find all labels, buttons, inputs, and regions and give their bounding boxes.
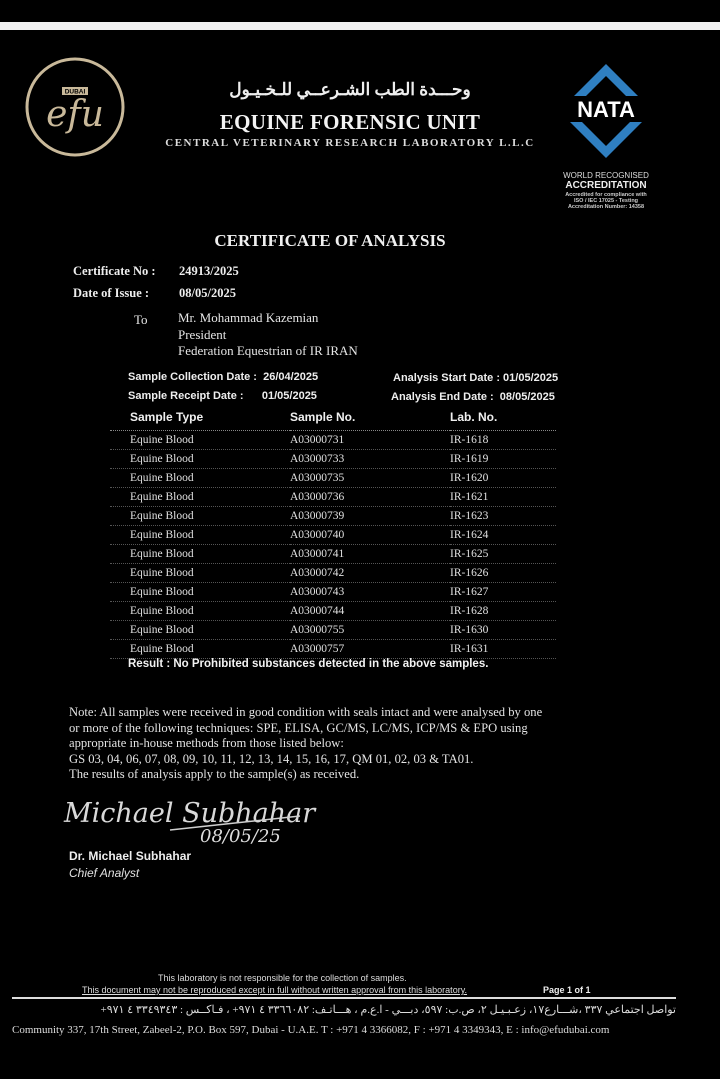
cell-sample-type: Equine Blood <box>110 526 290 545</box>
accreditation-line4: ISO / IEC 17025 - Testing <box>573 198 639 204</box>
accreditation-block <box>538 171 674 211</box>
svg-text:NATA: NATA <box>577 97 635 122</box>
footer-arabic-address: تواصل اجتماعي ٣٣٧ ،شـــارع١٧، زعـبـيـل ٢، ص.ب: ٥٩٧، دبـــي - ا.ع.م ، هـــاتـف: ٣٣٦٦٠٨٢ ٤ ٩٧١+ ، فـاكــس : ٣٣٤٩٣٤٣ ٤ ٩٧١+ <box>100 1004 676 1016</box>
samples-table <box>110 408 556 659</box>
accreditation-line2: ACCREDITATION <box>565 180 647 192</box>
cell-sample-no: A03000757 <box>290 640 450 659</box>
cell-lab-no: IR-1626 <box>450 564 556 583</box>
cell-sample-no: A03000733 <box>290 450 450 469</box>
cell-sample-type: Equine Blood <box>110 488 290 507</box>
cell-sample-no: A03000735 <box>290 469 450 488</box>
analyst-name: Dr. Michael Subhahar <box>69 849 192 863</box>
table-row <box>110 450 556 469</box>
header-title: EQUINE FORENSIC UNIT <box>219 110 481 134</box>
result-statement: Result : No Prohibited substances detected in the above samples. <box>128 658 489 670</box>
table-row <box>110 507 556 526</box>
issue-date: 08/05/2025 <box>179 286 236 300</box>
cell-lab-no: IR-1630 <box>450 621 556 640</box>
nata-logo <box>558 62 654 162</box>
top-border <box>0 22 720 30</box>
cell-lab-no: IR-1625 <box>450 545 556 564</box>
recipient-role: President <box>178 326 227 342</box>
header-sample-no: Sample No. <box>290 408 450 431</box>
cell-lab-no: IR-1627 <box>450 583 556 602</box>
cell-sample-type: Equine Blood <box>110 469 290 488</box>
cell-sample-type: Equine Blood <box>110 640 290 659</box>
header-lab-no: Lab. No. <box>450 408 556 431</box>
analysis-start-date: Analysis Start Date : 01/05/2025 <box>393 372 559 384</box>
recipient-org: Federation Equestrian of IR IRAN <box>178 343 358 358</box>
cell-sample-type: Equine Blood <box>110 507 290 526</box>
cell-sample-type: Equine Blood <box>110 564 290 583</box>
table-header-row <box>110 408 556 431</box>
table-row <box>110 621 556 640</box>
svg-text:DUBAI: DUBAI <box>64 88 86 96</box>
cell-lab-no: IR-1619 <box>450 450 556 469</box>
efu-logo <box>24 56 126 158</box>
cell-sample-type: Equine Blood <box>110 545 290 564</box>
cell-lab-no: IR-1628 <box>450 602 556 621</box>
recipient-name: Mr. Mohammad Kazemian <box>178 310 319 325</box>
accreditation-line1: WORLD RECOGNISED <box>563 171 649 180</box>
cell-sample-no: A03000736 <box>290 488 450 507</box>
sample-receipt-date: Sample Receipt Date : 01/05/2025 <box>128 390 317 402</box>
sample-collection-date: Sample Collection Date : 26/04/2025 <box>128 371 319 383</box>
cell-sample-no: A03000731 <box>290 431 450 450</box>
footer-divider <box>12 997 676 999</box>
header-sample-type: Sample Type <box>110 408 290 431</box>
cell-lab-no: IR-1624 <box>450 526 556 545</box>
note-line: appropriate in-house methods from those listed below: <box>69 736 344 751</box>
cell-sample-no: A03000739 <box>290 507 450 526</box>
disclaimer-collection: This laboratory is not responsible for the collection of samples. <box>158 973 407 983</box>
accreditation-line3: Accredited for compliance with <box>565 191 647 198</box>
header-subtitle: CENTRAL VETERINARY RESEARCH LABORATORY L.L.C <box>165 137 535 149</box>
cell-sample-no: A03000743 <box>290 583 450 602</box>
table-row <box>110 545 556 564</box>
cell-sample-type: Equine Blood <box>110 602 290 621</box>
accreditation-line5: Accreditation Number: 14358 <box>567 204 645 211</box>
disclaimer-reproduction: This document may not be reproduced except in full without written approval from this laboratory. <box>82 985 468 995</box>
cell-sample-type: Equine Blood <box>110 621 290 640</box>
table-row <box>110 431 556 450</box>
cell-sample-type: Equine Blood <box>110 583 290 602</box>
cell-sample-no: A03000740 <box>290 526 450 545</box>
certificate-number: 24913/2025 <box>179 264 239 278</box>
to-label: To <box>134 312 148 327</box>
svg-text:efu: efu <box>46 94 104 135</box>
analysis-end-date: Analysis End Date : 08/05/2025 <box>391 391 555 403</box>
cell-lab-no: IR-1618 <box>450 431 556 450</box>
cell-sample-no: A03000742 <box>290 564 450 583</box>
recipient-block <box>178 310 358 360</box>
footer-english-address: Community 337, 17th Street, Zabeel-2, P.O. Box 597, Dubai - U.A.E. T : +971 4 3366082, F : +971 4 3349343, E : info@efudubai.com <box>12 1024 610 1036</box>
table-row <box>110 564 556 583</box>
table-row <box>110 469 556 488</box>
cell-sample-no: A03000744 <box>290 602 450 621</box>
cell-sample-type: Equine Blood <box>110 450 290 469</box>
cell-sample-type: Equine Blood <box>110 431 290 450</box>
signature-date: 08/05/25 <box>200 826 281 847</box>
cell-lab-no: IR-1631 <box>450 640 556 659</box>
cell-lab-no: IR-1623 <box>450 507 556 526</box>
table-row <box>110 526 556 545</box>
certificate-title: CERTIFICATE OF ANALYSIS <box>214 231 446 250</box>
table-row <box>110 488 556 507</box>
page-number: Page 1 of 1 <box>543 985 591 995</box>
table-row <box>110 583 556 602</box>
note-line: GS 03, 04, 06, 07, 08, 09, 10, 11, 12, 13, 14, 15, 16, 17, QM 01, 02, 03 & TA01. <box>69 751 474 766</box>
table-row <box>110 602 556 621</box>
analyst-title: Chief Analyst <box>69 866 140 880</box>
cell-lab-no: IR-1621 <box>450 488 556 507</box>
cell-sample-no: A03000741 <box>290 545 450 564</box>
cell-lab-no: IR-1620 <box>450 469 556 488</box>
note-line: Note: All samples were received in good condition with seals intact and were analysed by one <box>69 705 543 719</box>
certificate-number-label: Certificate No : <box>73 264 156 278</box>
cell-sample-no: A03000755 <box>290 621 450 640</box>
note-line: or more of the following techniques: SPE, ELISA, GC/MS, LC/MS, ICP/MS & EPO using <box>69 720 528 735</box>
svg-text:Michael Subhahar: Michael Subhahar <box>64 798 316 829</box>
issue-date-label: Date of Issue : <box>73 286 150 300</box>
note-line: The results of analysis apply to the sample(s) as received. <box>69 767 360 782</box>
note-block <box>69 705 609 783</box>
header-arabic-title: وحـــدة الطب الشـرعــي للـخـيـول <box>229 80 471 99</box>
table-row <box>110 640 556 659</box>
